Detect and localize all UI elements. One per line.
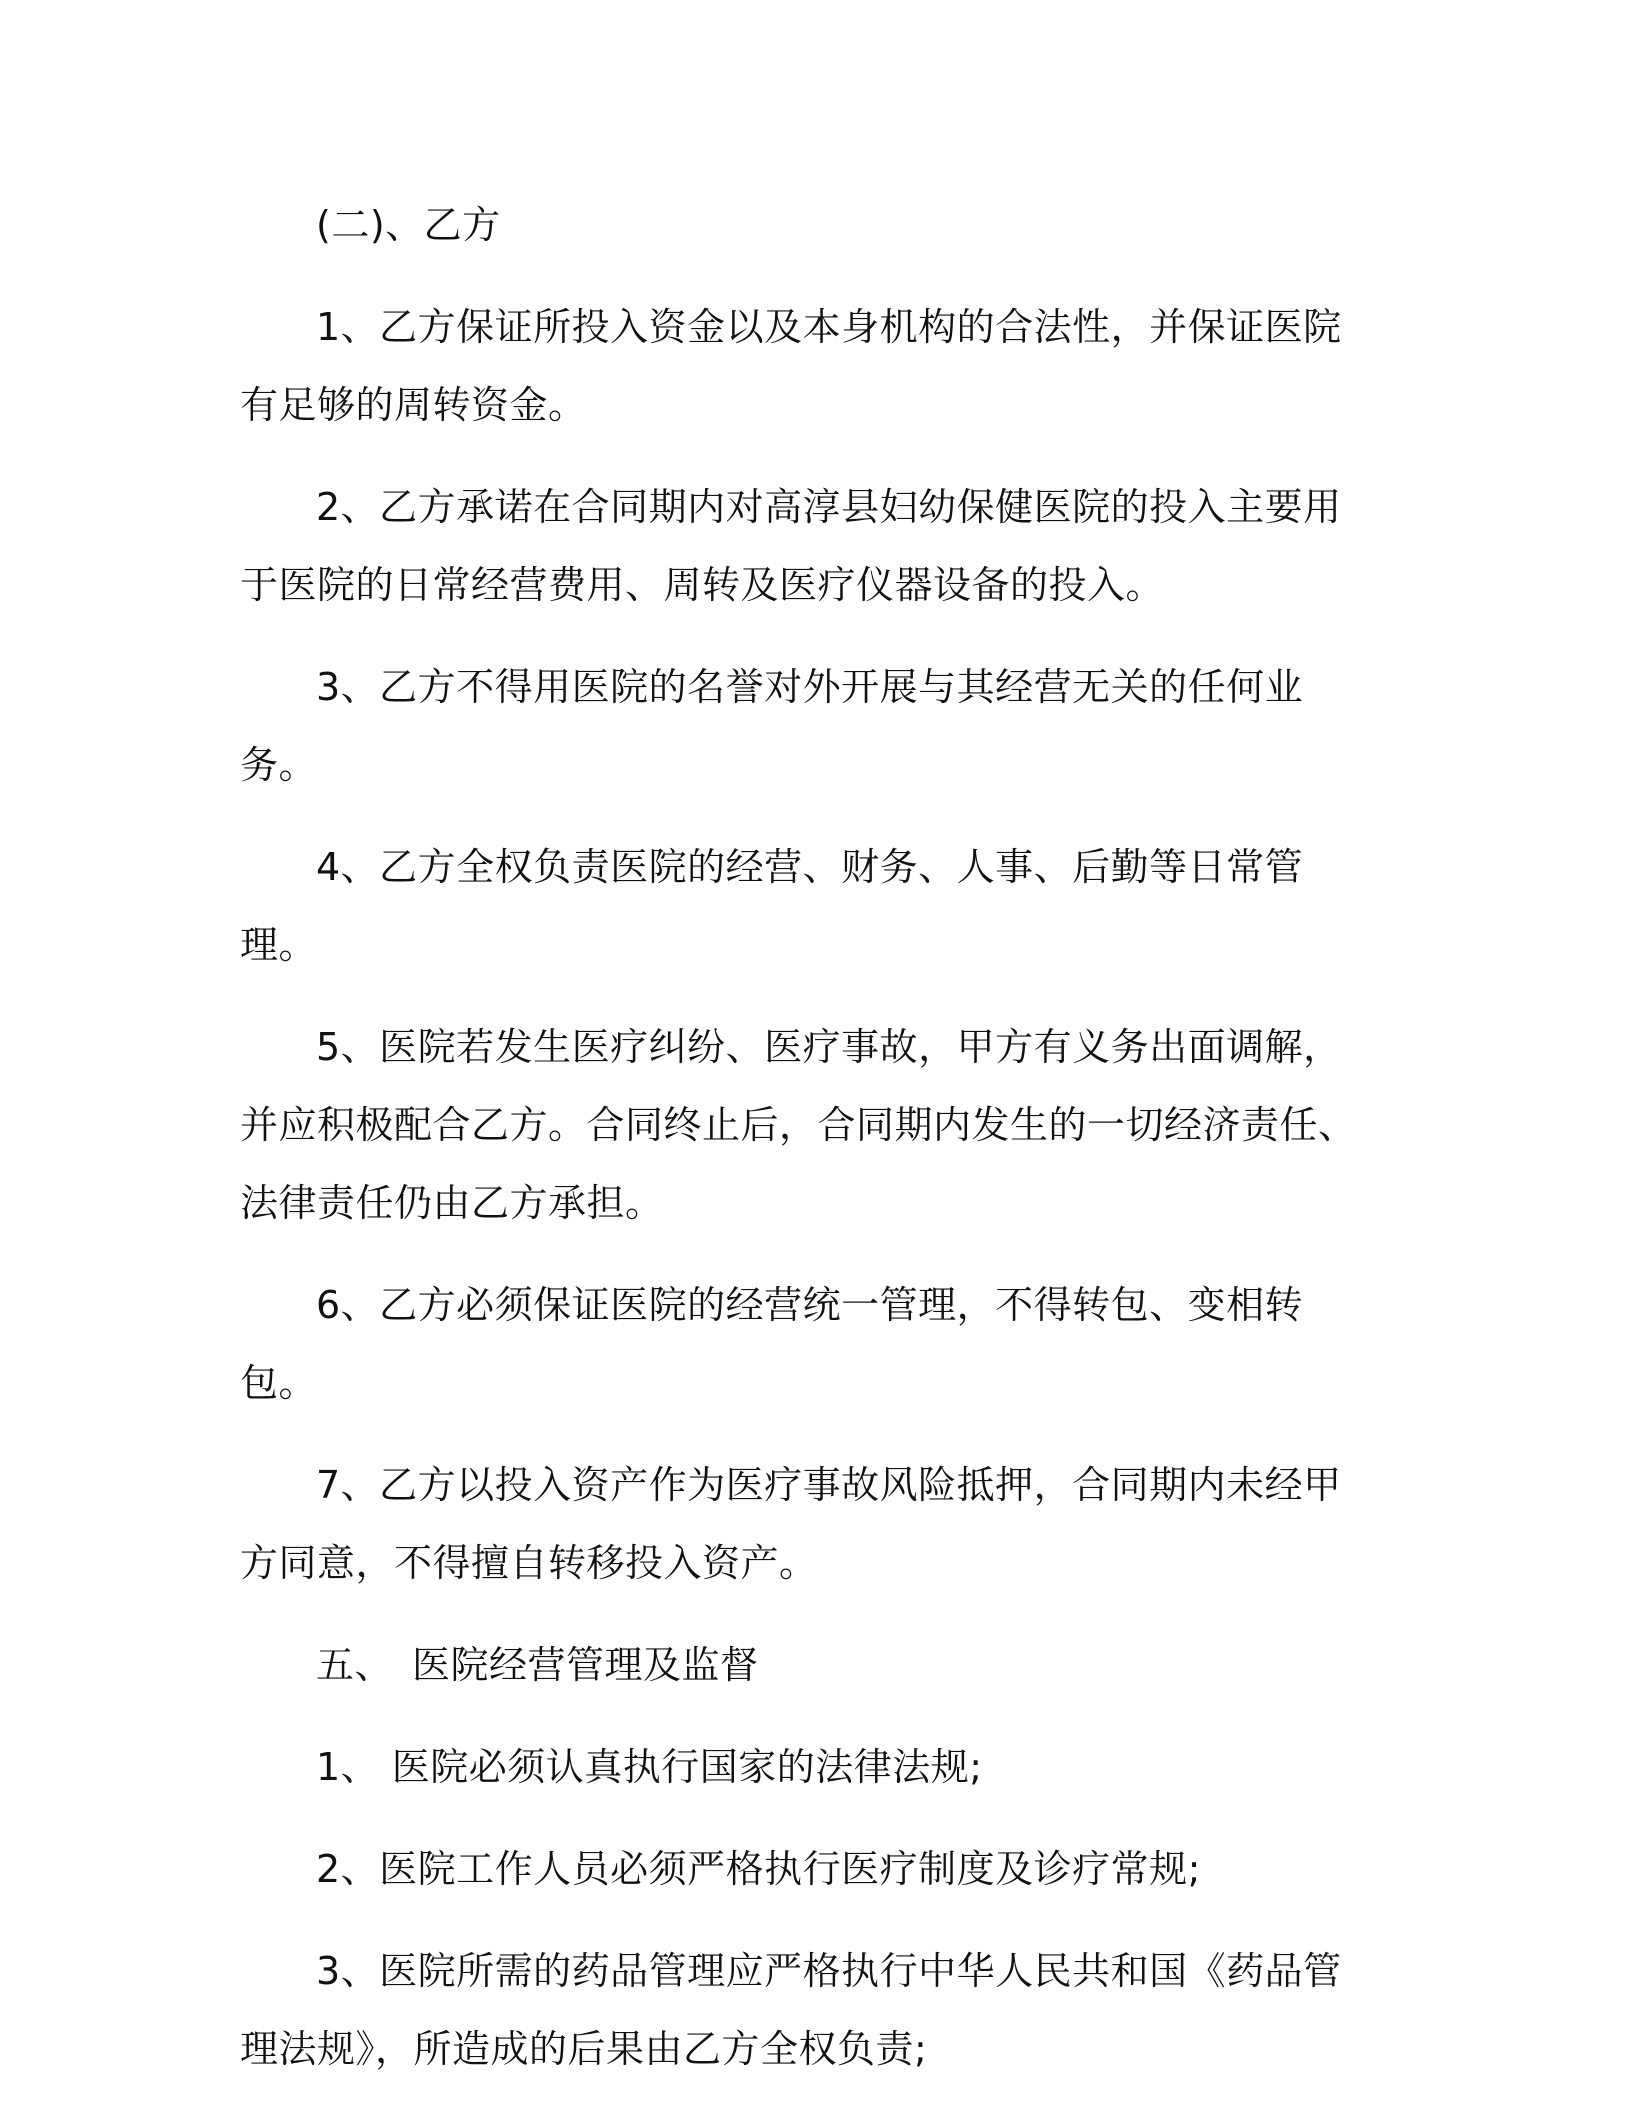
section-number: 五、 <box>316 1643 394 1687</box>
party-b-clause-2: 2、乙方承诺在合同期内对高淳县妇幼保健医院的投入主要用于医院的日常经营费用、周转及医疗仪器设备的投入。 <box>240 485 1342 607</box>
section-heading-management <box>240 1626 1360 1704</box>
section-title: 医院经营管理及监督 <box>412 1643 759 1687</box>
party-b-clause-5: 5、医院若发生医疗纠纷、医疗事故，甲方有义务出面调解，并应积极配合乙方。合同终止后，合同期内发生的一切经济责任、法律责任仍由乙方承担。 <box>240 1025 1357 1225</box>
party-b-clause-4: 4、乙方全权负责医院的经营、财务、人事、后勤等日常管理。 <box>240 845 1304 967</box>
management-clause-1: 1、 医院必须认真执行国家的法律法规; <box>316 1745 983 1789</box>
party-b-clause-7: 7、乙方以投入资产作为医疗事故风险抵押，合同期内未经甲方同意，不得擅自转移投入资产。 <box>240 1463 1342 1585</box>
document-body <box>240 186 1360 2112</box>
section-heading-party-b: (二)、乙方 <box>316 203 501 247</box>
party-b-clause-6: 6、乙方必须保证医院的经营统一管理，不得转包、变相转包。 <box>240 1283 1304 1405</box>
management-clause-2: 2、医院工作人员必须严格执行医疗制度及诊疗常规; <box>316 1847 1201 1891</box>
management-clause-3: 3、医院所需的药品管理应严格执行中华人民共和国《药品管理法规》，所造成的后果由乙方全权负责; <box>240 1949 1342 2071</box>
party-b-clause-3: 3、乙方不得用医院的名誉对外开展与其经营无关的任何业务。 <box>240 665 1304 787</box>
party-b-clause-1: 1、乙方保证所投入资金以及本身机构的合法性，并保证医院有足够的周转资金。 <box>240 305 1342 427</box>
